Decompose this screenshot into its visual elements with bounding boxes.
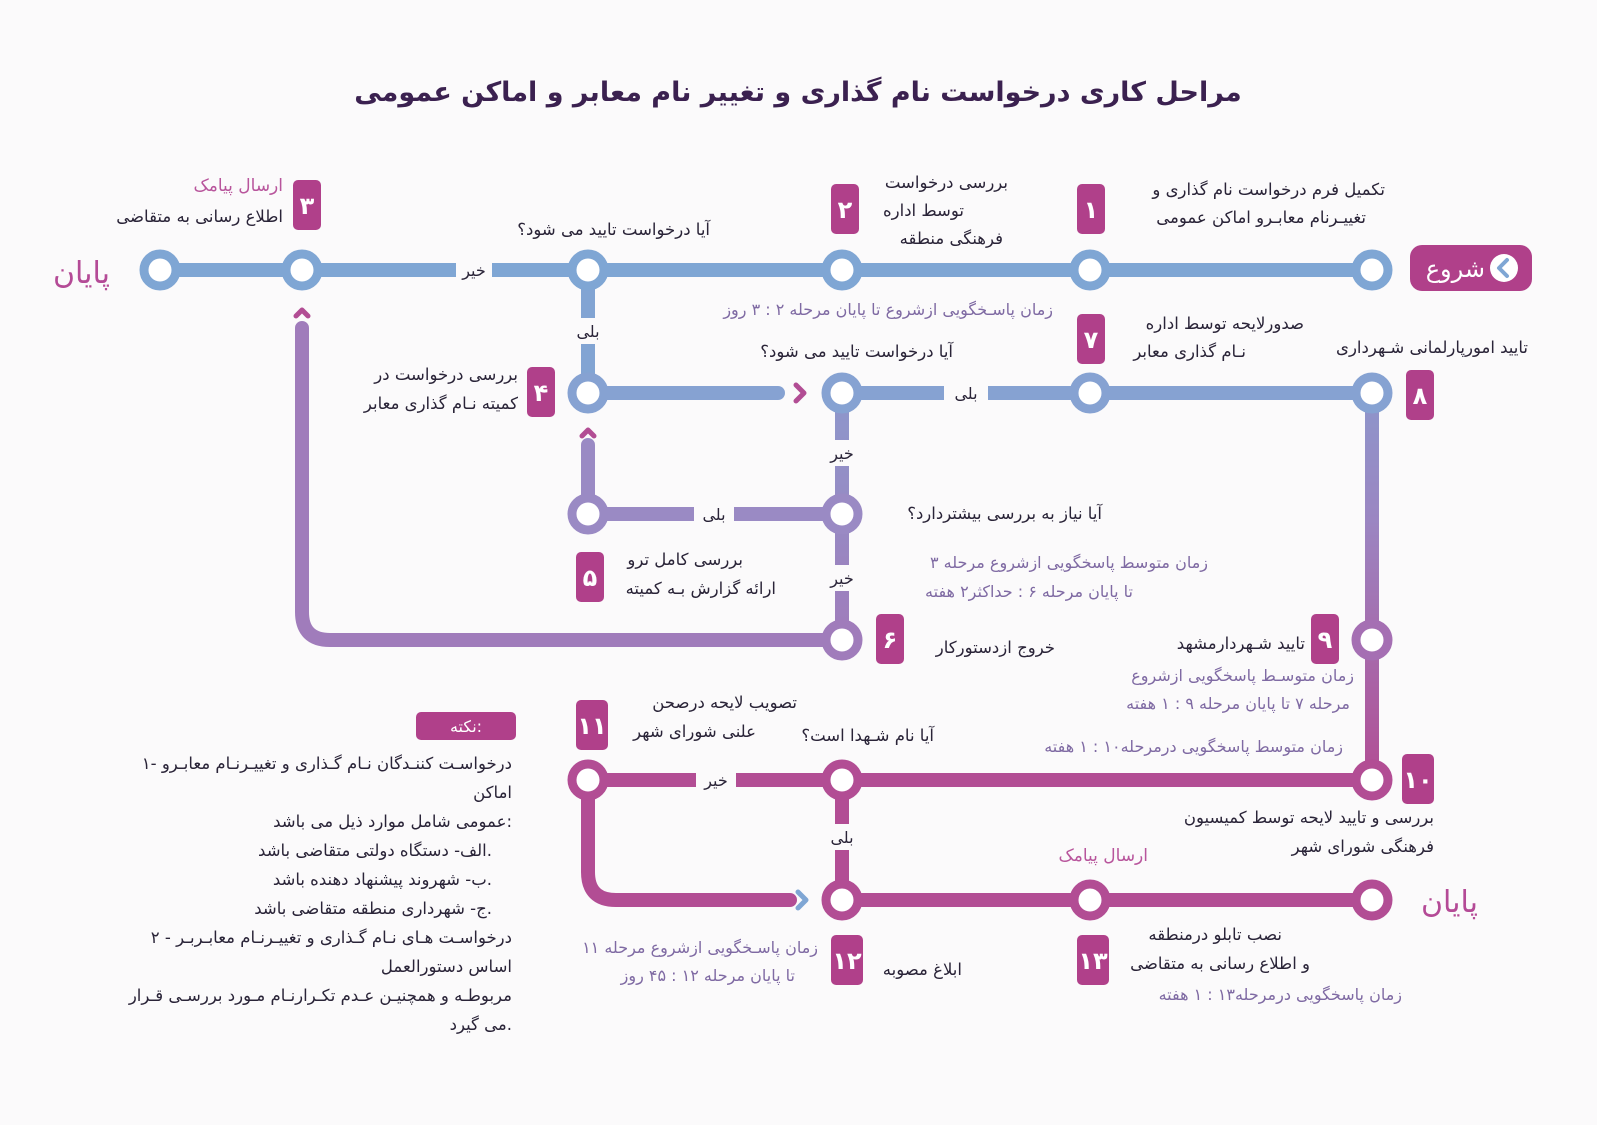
q2-yes-label: بلی — [954, 384, 978, 403]
q4-yes-label: بلی — [830, 828, 854, 847]
step13-line2: و اطلاع رسانی به متقاضی — [1130, 954, 1310, 973]
arrow-to-s12 — [798, 892, 806, 908]
node-q1 — [572, 254, 604, 286]
time-note-5-line1: زمان پاسـخگویی ازشروع مرحله ۱۱ — [582, 938, 818, 957]
svg-text:۱۱: ۱۱ — [577, 712, 607, 740]
svg-text:۱۰: ۱۰ — [1403, 766, 1433, 794]
arrow-to-q2 — [796, 385, 804, 401]
step5-line1: بررسی کامل ترو — [627, 550, 743, 569]
step11-line1: تصویب لایحه درصحن — [652, 693, 797, 712]
time-note-5-line2: تا پایان مرحله ۱۲ : ۴۵ روز — [620, 966, 795, 985]
step-badge-5 — [576, 552, 604, 602]
start-label: شروع — [1425, 255, 1485, 283]
node-s10 — [1356, 764, 1388, 796]
svg-text:۱: ۱ — [1083, 196, 1099, 224]
time-note-3-line1: زمان متوسـط پاسخگویی ازشروع — [1131, 666, 1354, 685]
node-s9 — [1356, 624, 1388, 656]
step6-line1: خروج ازدستورکار — [935, 638, 1055, 657]
node-s13 — [1074, 884, 1106, 916]
step3-line1: اطلاع رسانی به متقاضی — [116, 207, 283, 226]
step8-line1: تایید امورپارلمانی شـهرداری — [1336, 338, 1528, 357]
step12-line1: ابلاغ مصوبه — [882, 960, 962, 979]
svg-text:۷: ۷ — [1083, 326, 1099, 354]
step7-line2: نـام گذاری معابر — [1133, 342, 1246, 361]
q1-no-label: خیر — [462, 261, 486, 280]
step1-line1: تکمیل فرم درخواست نام گذاری و — [1152, 180, 1385, 199]
question-2: آیا درخواست تایید می شود؟ — [760, 342, 953, 361]
q3-yes-label: بلی — [702, 505, 726, 524]
q4-no-label: خیر — [704, 771, 728, 790]
step13-line1: نصب تابلو درمنطقه — [1148, 925, 1282, 944]
step-badge-10 — [1402, 754, 1434, 804]
node-s7 — [1074, 377, 1106, 409]
step9-line1: تایید شـهردارمشهد — [1176, 634, 1305, 653]
start-badge — [1410, 245, 1532, 291]
note-section — [128, 712, 516, 1035]
q2-no-label: خیر — [830, 444, 854, 463]
node-s11 — [572, 764, 604, 796]
step-badge-3 — [293, 180, 321, 230]
svg-text:۱۲: ۱۲ — [832, 947, 862, 975]
note-line-3: عمومی شامل موارد ذیل می باشد: — [273, 812, 512, 831]
node-s1 — [1074, 254, 1106, 286]
step11-line2: علنی شورای شهر — [633, 722, 756, 741]
s11-down-line — [588, 780, 790, 900]
step-badge-13 — [1077, 935, 1109, 985]
node-start — [1356, 254, 1388, 286]
time-note-6: زمان پاسخگویی درمرحله۱۳ : ۱ هفته — [1158, 985, 1402, 1004]
note-line-9: مربوطـه و همچنیـن عـدم تکـرارنـام مـورد بررسـی قـرار — [128, 986, 512, 1005]
step10-line2: فرهنگی شورای شهر — [1291, 837, 1434, 856]
node-s12 — [826, 884, 858, 916]
svg-text:۸: ۸ — [1412, 382, 1428, 410]
node-s8 — [1356, 377, 1388, 409]
svg-text:۱۳: ۱۳ — [1078, 947, 1108, 975]
question-4: آیا نام شـهدا است؟ — [801, 726, 934, 745]
arrow-to-s4 — [582, 430, 594, 436]
step3-sms: ارسال پیامک — [193, 176, 283, 196]
question-3: آیا نیاز به بررسی بیشتردارد؟ — [907, 504, 1102, 523]
question-1: آیا درخواست تایید می شود؟ — [517, 220, 710, 239]
step-badge-8 — [1406, 370, 1434, 420]
step1-line2: تغییـرنام معابـرو اماکن عمومی — [1156, 208, 1366, 227]
svg-text:۳: ۳ — [299, 192, 315, 220]
node-end-bottom — [1356, 884, 1388, 916]
step-badge-4 — [527, 367, 555, 417]
svg-text:۲: ۲ — [837, 196, 853, 224]
end-label-bottom: پایان — [1420, 885, 1478, 920]
note-header: نکته: — [449, 717, 483, 736]
note-line-2: اماکن — [473, 783, 512, 802]
node-s2 — [826, 254, 858, 286]
svg-text:۵: ۵ — [582, 564, 598, 592]
node-s4 — [572, 377, 604, 409]
node-q3 — [826, 498, 858, 530]
sms-label-bottom: ارسال پیامک — [1058, 846, 1148, 866]
q3-no-label: خیر — [830, 569, 854, 588]
q1-yes-label: بلی — [576, 322, 600, 341]
node-s3 — [286, 254, 318, 286]
step-badge-6 — [876, 614, 904, 664]
step-badge-1 — [1077, 184, 1105, 234]
time-note-1: زمان پاسـخگویی ازشروع تا پایان مرحله ۲ : ۳ روز — [723, 300, 1053, 319]
time-note-3-line2: مرحله ۷ تا پایان مرحله ۹ : ۱ هفته — [1126, 694, 1350, 713]
note-line-6: ج- شهرداری منطقه متقاضی باشد. — [254, 899, 492, 918]
node-q2 — [826, 377, 858, 409]
svg-text:۴: ۴ — [533, 379, 549, 407]
svg-text:۹: ۹ — [1317, 626, 1333, 654]
end-label-top: پایان — [52, 256, 110, 291]
step-badge-11 — [576, 700, 608, 750]
questions — [517, 220, 1103, 746]
note-line-8: اساس دستورالعمل — [380, 957, 512, 976]
note-line-5: ب- شهروند پیشنهاد دهنده باشد. — [272, 870, 492, 889]
step-badge-9 — [1311, 614, 1339, 664]
note-line-4: الف- دستگاه دولتی متقاضی باشد. — [258, 841, 492, 860]
node-s5 — [572, 498, 604, 530]
step7-line1: صدورلایحه توسط اداره — [1145, 314, 1304, 333]
note-line-7: ۲ - درخواسـت هـای نـام گـذاری و تغییـرنـام معابـربـر — [150, 928, 512, 947]
svg-text:۶: ۶ — [882, 626, 898, 654]
step2-line1: بررسی درخواست — [884, 173, 1008, 192]
step2-line2: توسط اداره — [883, 201, 964, 220]
step-badge-12 — [831, 935, 863, 985]
step4-line2: کمیته نـام گذاری معابر — [363, 394, 518, 413]
step5-line2: ارائه گزارش بـه کمیته — [625, 579, 776, 598]
node-end-top — [144, 254, 176, 286]
note-line-10: می گیرد. — [449, 1015, 512, 1034]
step10-line1: بررسی و تایید لایحه توسط کمیسیون — [1183, 808, 1434, 827]
note-line-1: ۱- درخواسـت کننـدگان نـام گـذاری و تغییـرنـام معابـرو — [141, 754, 512, 773]
step4-line1: بررسی درخواست در — [374, 365, 518, 384]
arrow-to-s3 — [296, 310, 308, 316]
node-q4 — [826, 764, 858, 796]
time-note-2-line1: زمان متوسط پاسخگویی ازشروع مرحله ۳ — [930, 553, 1208, 572]
step-badge-2 — [831, 184, 859, 234]
step2-line3: فرهنگی منطقه — [899, 229, 1003, 248]
chevron-left-icon — [1490, 254, 1518, 282]
page-title: مراحل کاری درخواست نام گذاری و تغییر نام معابر و اماکن عمومی — [354, 77, 1242, 108]
node-s6 — [826, 624, 858, 656]
step-badge-7 — [1077, 314, 1105, 364]
time-note-2-line2: تا پایان مرحله ۶ : حداکثر۲ هفته — [925, 582, 1133, 601]
time-note-4: زمان متوسط پاسخگویی درمرحله۱۰ : ۱ هفته — [1044, 737, 1343, 756]
